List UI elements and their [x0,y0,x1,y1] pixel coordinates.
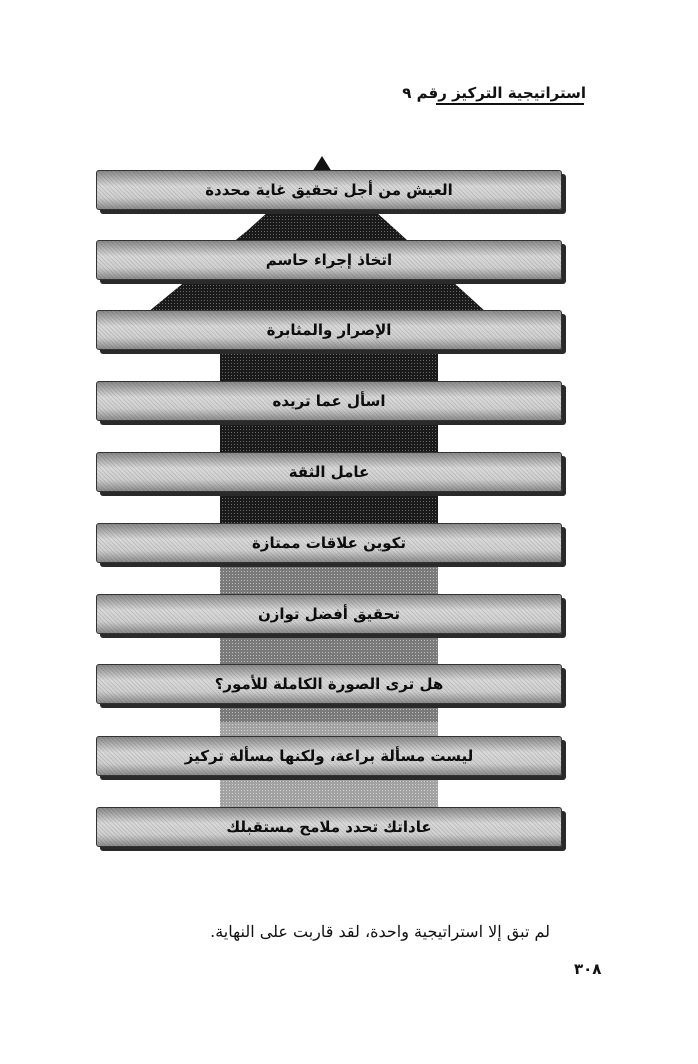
step-label-10: عاداتك تحدد ملامح مستقبلك [226,818,432,836]
step-label-8: هل ترى الصورة الكاملة للأمور؟ [214,675,444,693]
step-bar-1 [96,170,562,210]
step-label-7: تحقيق أفضل توازن [257,605,401,623]
step-label-1: العيش من أجل تحقيق غاية محددة [205,181,453,199]
step-bar-4 [96,381,562,421]
step-label-2: اتخاذ إجراء حاسم [265,251,393,269]
step-bar-6 [96,523,562,563]
body-paragraph: لم تبق إلا استراتيجية واحدة، لقد قاربت على النهاية. [210,922,550,941]
step-label-9: ليست مسألة براعة، ولكنها مسألة تركيز [184,747,474,765]
step-label-6: تكوين علاقات ممتازة [251,534,407,552]
step-bar-5 [96,452,562,492]
step-label-5: عامل الثقة [288,463,370,481]
step-bar-9 [96,736,562,776]
step-bar-7 [96,594,562,634]
page-number: ٣٠٨ [574,960,602,978]
header-rule [436,103,584,105]
step-label-4: اسأل عما تريده [272,392,386,410]
focus-strategies-diagram [96,150,568,860]
running-header: استراتيجية التركيز رقم ٩ [402,84,586,102]
step-bar-8 [96,664,562,704]
step-bar-2 [96,240,562,280]
step-bar-3 [96,310,562,350]
step-bar-10 [96,807,562,847]
step-label-3: الإصرار والمثابرة [266,321,392,339]
